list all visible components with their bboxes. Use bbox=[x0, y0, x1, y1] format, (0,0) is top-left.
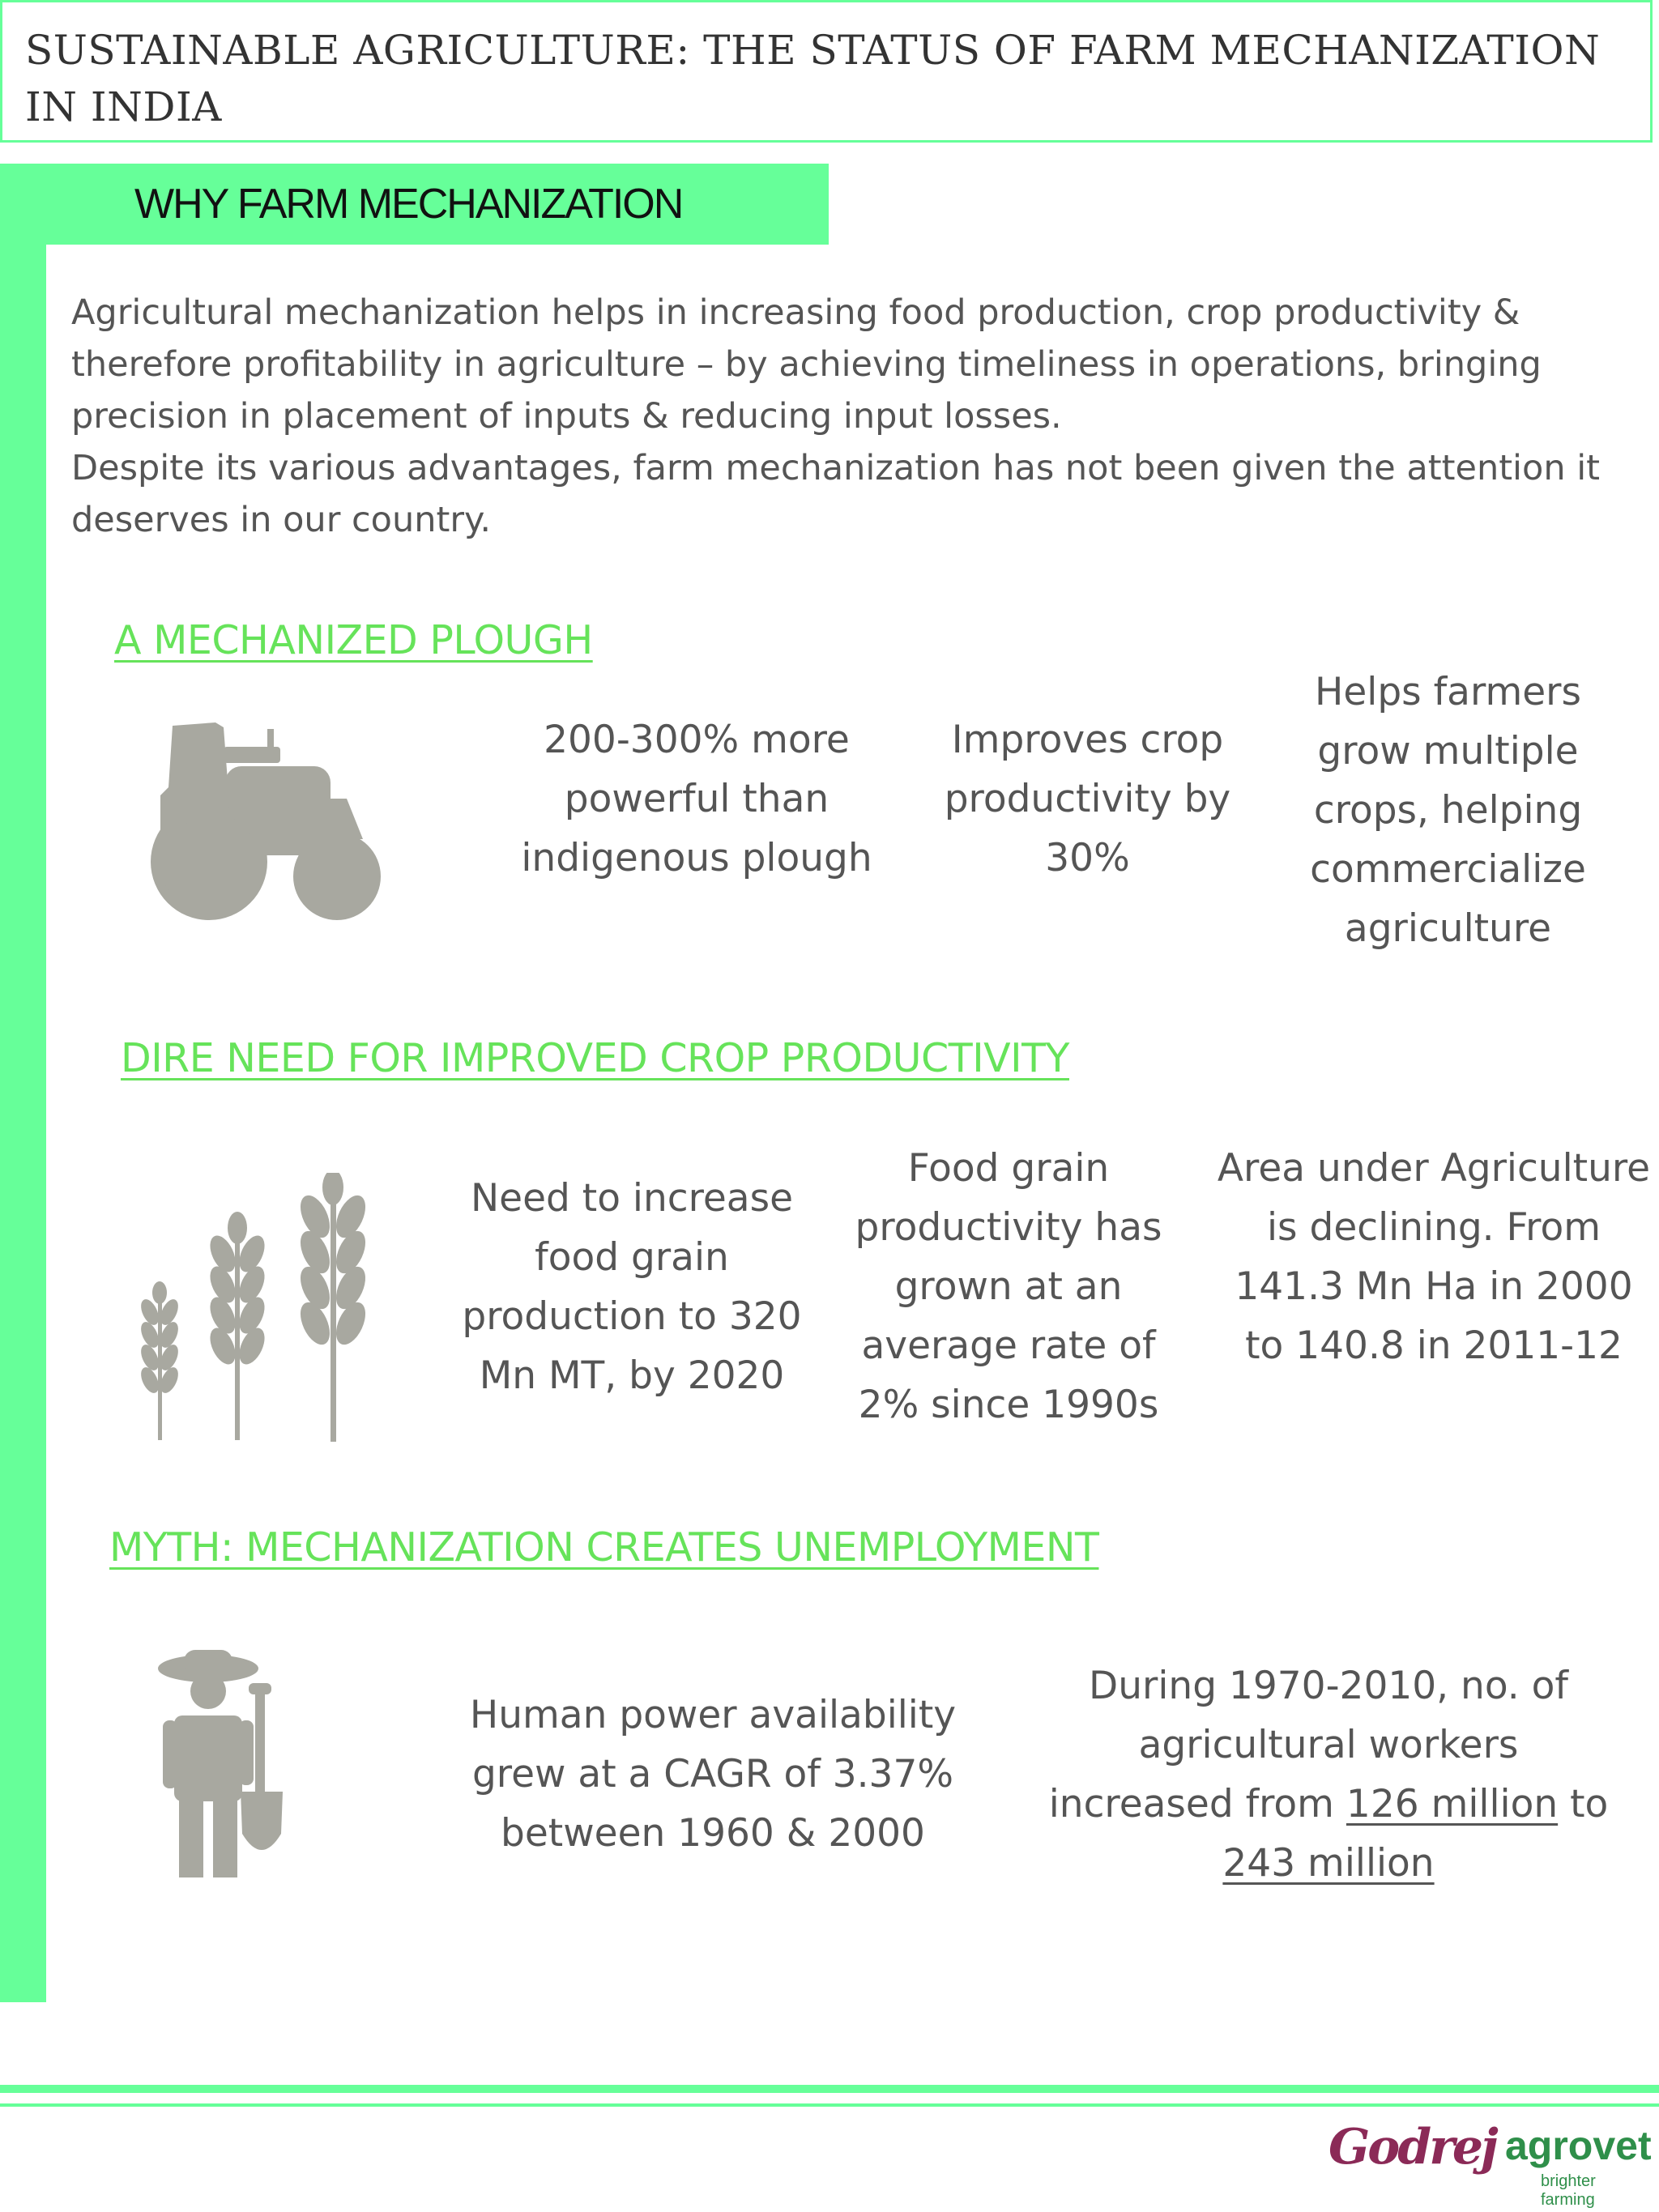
footer-rule-thin bbox=[0, 2103, 1659, 2107]
myth-heading: MYTH: MECHANIZATION CREATES UNEMPLOYMENT bbox=[109, 1524, 1099, 1571]
wheat-icon bbox=[132, 1173, 391, 1442]
intro-text bbox=[71, 287, 1635, 546]
productivity-heading: DIRE NEED FOR IMPROVED CROP PRODUCTIVITY bbox=[121, 1035, 1069, 1081]
productivity-stat-area: Area under Agriculture is declining. From 141.3 Mn Ha in 2000 to 140.8 in 2011-12 bbox=[1217, 1146, 1651, 1368]
myth-stat-workers-prefix: During 1970-2010, no. of agricultural workers increased from bbox=[1048, 1664, 1568, 1826]
logo-brand: Godrej bbox=[1328, 2119, 1496, 2176]
godrej-agrovet-logo bbox=[1328, 2114, 1653, 2207]
footer-rule-thick bbox=[0, 2085, 1659, 2093]
page-title: SUSTAINABLE AGRICULTURE: THE STATUS OF FARM MECHANIZATION IN INDIA bbox=[25, 27, 1601, 130]
plough-stat-productivity: Improves crop productivity by 30% bbox=[944, 718, 1231, 880]
myth-stat-human-power: Human power availability grew at a CAGR of 3.37% between 1960 & 2000 bbox=[469, 1693, 957, 1856]
farmer-icon bbox=[150, 1646, 328, 1881]
section-heading: WHY FARM MECHANIZATION bbox=[134, 181, 683, 228]
myth-stat-workers-mid: to bbox=[1570, 1782, 1609, 1826]
logo-name: agrovet bbox=[1505, 2123, 1652, 2168]
intro-paragraph-2: Despite its various advantages, farm mechanization has not been given the attention it deserves in our country. bbox=[71, 448, 1601, 540]
productivity-stat-growth: Food grain productivity has grown at an average rate of 2% since 1990s bbox=[855, 1146, 1162, 1427]
plough-stat-multiple-crops: Helps farmers grow multiple crops, helping commercialize agriculture bbox=[1310, 670, 1586, 951]
plough-stat-power: 200-300% more powerful than indigenous plough bbox=[521, 718, 872, 880]
workers-2010-value: 243 million bbox=[1222, 1841, 1435, 1886]
accent-bar-vertical bbox=[0, 164, 46, 2002]
logo-tagline: brighter farming bbox=[1541, 2172, 1596, 2209]
intro-paragraph-1: Agricultural mechanization helps in increasing food production, crop productivity & therefore profitability in agriculture – by achieving timeliness in operations, bringing precision in placement of inputs & reducing input losses. bbox=[71, 292, 1542, 437]
productivity-stat-target: Need to increase food grain production to 320 Mn MT, by 2020 bbox=[462, 1176, 802, 1398]
tractor-icon bbox=[128, 718, 412, 928]
plough-heading: A MECHANIZED PLOUGH bbox=[114, 617, 593, 663]
myth-stat-workers bbox=[1045, 1656, 1612, 1893]
title-box bbox=[0, 0, 1653, 143]
workers-1970-value: 126 million bbox=[1346, 1782, 1559, 1826]
